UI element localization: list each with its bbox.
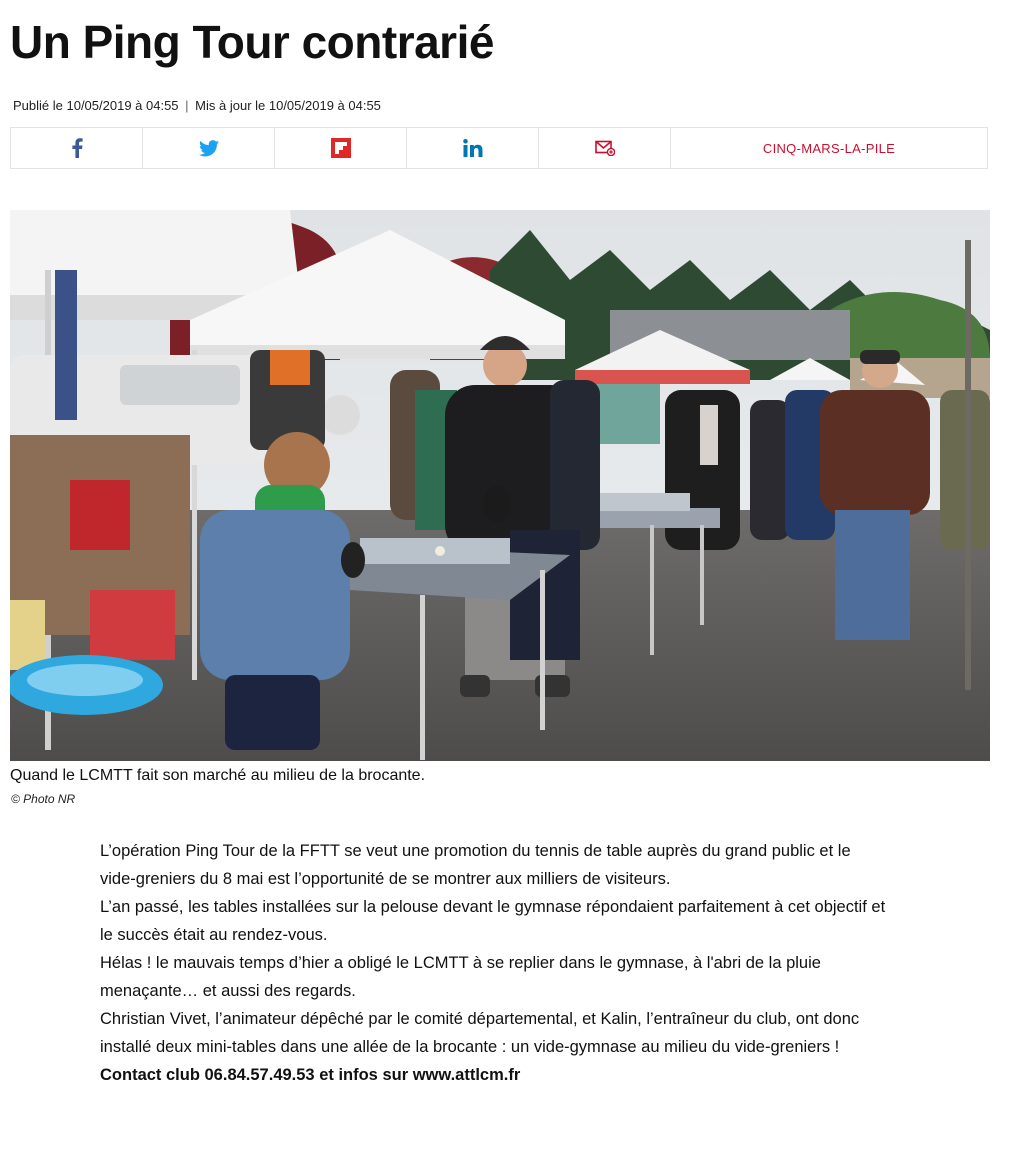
updated-date: Mis à jour le 10/05/2019 à 04:55 <box>195 98 381 113</box>
article-body <box>100 837 890 1089</box>
article-paragraph: Christian Vivet, l’animateur dépêché par le comité départemental, et Kalin, l’entraîneur du club, ont donc installé deux mini-tables dans une allée de la brocante : un vide-gymnase au milieu du vide-greniers ! <box>100 1010 860 1056</box>
article-paragraph: Hélas ! le mauvais temps d’hier a obligé le LCMTT à se replier dans le gymnase, à l'abri de la pluie menaçante… et aussi des regards. <box>100 954 821 1000</box>
email-icon <box>595 140 615 156</box>
share-linkedin-button[interactable] <box>407 128 539 168</box>
share-flipboard-button[interactable] <box>275 128 407 168</box>
linkedin-icon <box>463 139 483 157</box>
date-separator: | <box>185 98 189 113</box>
share-bar <box>10 127 988 169</box>
article-dates <box>13 98 381 113</box>
twitter-icon <box>199 140 219 157</box>
photo-credit: © Photo NR <box>11 792 76 806</box>
share-twitter-button[interactable] <box>143 128 275 168</box>
article-title: Un Ping Tour contrarié <box>10 16 494 68</box>
published-date: Publié le 10/05/2019 à 04:55 <box>13 98 179 113</box>
facebook-icon <box>71 138 83 158</box>
article-paragraph: L’opération Ping Tour de la FFTT se veut une promotion du tennis de table auprès du grand public et le vide-greniers du 8 mai est l’opportunité de se montrer aux milliers de visiteurs. <box>100 842 851 888</box>
share-email-button[interactable] <box>539 128 671 168</box>
photo-caption: Quand le LCMTT fait son marché au milieu de la brocante. <box>10 767 426 784</box>
flipboard-icon <box>331 138 351 158</box>
article-paragraph: L’an passé, les tables installées sur la pelouse devant le gymnase répondaient parfaitement à cet objectif et le succès était au rendez-vous. <box>100 898 886 944</box>
share-facebook-button[interactable] <box>11 128 143 168</box>
contact-line: Contact club 06.84.57.49.53 et infos sur www.attlcm.fr <box>100 1066 521 1084</box>
location-tag-link[interactable]: CINQ-MARS-LA-PILE <box>762 140 896 156</box>
article-photo <box>10 210 990 761</box>
